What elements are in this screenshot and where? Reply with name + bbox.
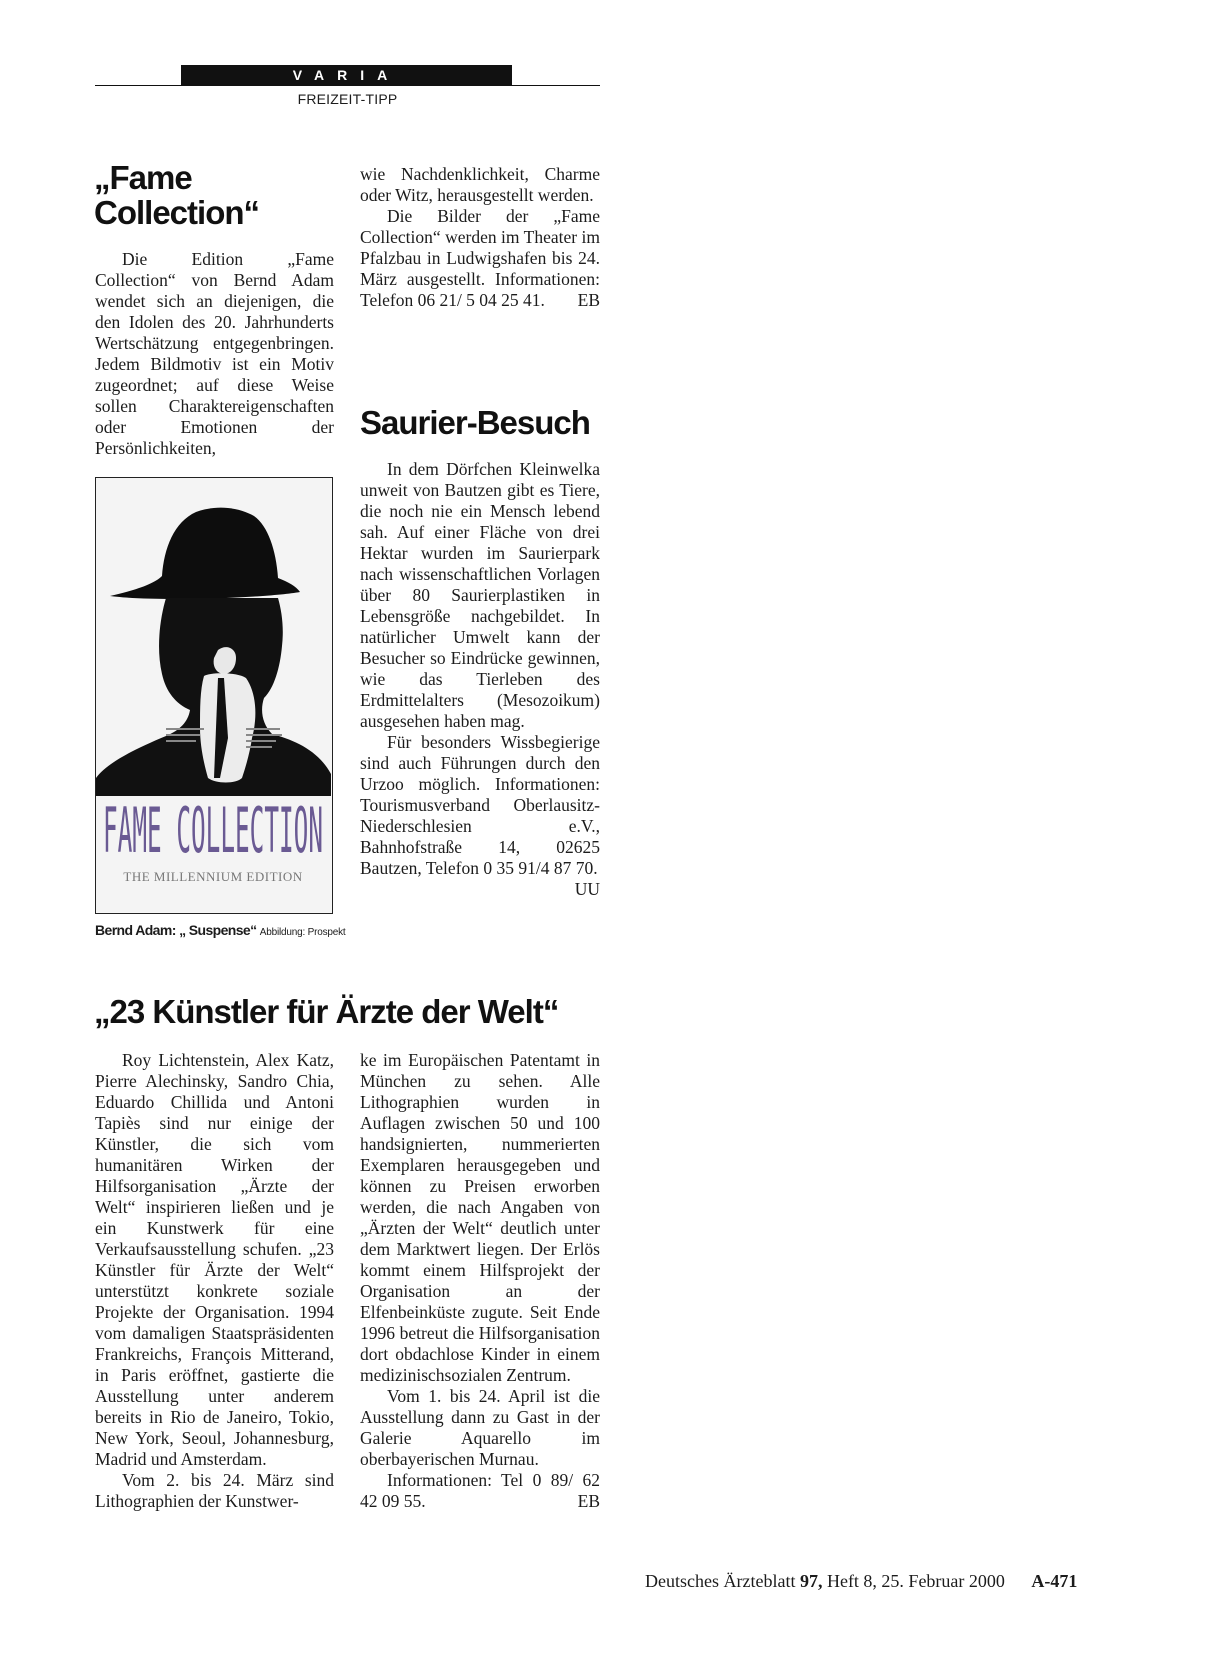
kuenstler-paragraph-4: [360, 1470, 600, 1512]
kuenstler-column-1: [95, 1050, 334, 1512]
kuenstler-paragraph-3: Vom 1. bis 24. April ist die Ausstellung dann zu Gast in der Galerie Aquarello im oberbayerischen Murnau.: [360, 1386, 600, 1469]
fame-paragraph-1: Die Edition „Fame Collection“ von Bernd Adam wendet sich an diejenigen, die den Idolen des 20. Jahrhunderts Wertschätzung entgegenbringen. Jedem Bildmotiv ist ein Motiv zugeordnet; auf diese Weise sollen Charaktereigenschaften oder Emotionen der Persönlichkeiten,: [95, 249, 334, 458]
saurier-column: [360, 459, 600, 900]
footer-journal: Deutsches Ärzteblatt: [645, 1571, 796, 1591]
poster-logo: FAME COLLECTION: [103, 794, 323, 867]
fame-paragraph-2: [360, 206, 600, 311]
kuenstler-paragraph-2-continued: ke im Europäischen Patentamt in München zu sehen. Alle Lithographien wurden in Auflagen zwischen 50 und 100 handsignierten, nummerierten Exemplaren herausgegeben und können zu Preisen erworben werden, die nach Angaben von „Ärzten der Welt“ deutlich unter dem Marktwert liegen. Der Erlös kommt einem Hilfsprojekt der Organisation an der Elfenbeinküste zugute. Seit Ende 1996 betreut die Hilfsorganisation dort obdachlose Kinder in einem medizinischsozialen Zentrum.: [360, 1050, 600, 1385]
poster-caption: [95, 922, 346, 938]
saurier-paragraph-2: [360, 732, 600, 899]
fame-collection-poster: [95, 477, 333, 914]
poster-credit: Abbildung: Prospekt: [259, 927, 346, 938]
fame-column-1: [95, 249, 334, 459]
fame-signature: EB: [577, 290, 600, 310]
saurier-signature: UU: [574, 879, 600, 899]
fame-paragraph-1-continued: wie Nachdenklichkeit, Charme oder Witz, herausgestellt werden.: [360, 164, 600, 205]
fame-headline: „Fame Collection“: [94, 159, 260, 231]
kuenstler-paragraph-2: Vom 2. bis 24. März sind Lithographien der Kunstwer-: [95, 1470, 334, 1511]
saurier-paragraph-2-text: Für besonders Wissbegierige sind auch Führungen durch den Urzoo möglich. Informationen: Tourismusverband Oberlausitz-Niederschlesien e.V., Bahnhofstraße 14, 02625 Bautzen, Telefon 0 35 91/4 87 70.: [360, 732, 600, 878]
footer-volume: 97,: [799, 1571, 823, 1591]
saurier-headline: Saurier-Besuch: [360, 404, 590, 441]
kuenstler-paragraph-1: Roy Lichtenstein, Alex Katz, Pierre Alechinsky, Sandro Chia, Eduardo Chillida und Antoni Tapiès sind nur einige der Künstler, die sich vom humanitären Wirken der Hilfsorganisation „Ärzte der Welt“ inspirieren ließen und je ein Kunstwerk für eine Verkaufsausstellung schufen. „23 Künstler für Ärzte der Welt“ unterstützt konkrete soziale Projekte der Organisation. 1994 vom damaligen Staatspräsidenten Frankreichs, François Mitterand, in Paris eröffnet, gastierte die Ausstellung unter anderem bereits in Rio de Janeiro, Tokio, New York, Seoul, Johannesburg, Madrid und Amsterdam.: [95, 1050, 334, 1469]
footer-issue: Heft 8, 25. Februar 2000: [826, 1571, 1005, 1591]
page-footer: [645, 1571, 1135, 1592]
section-subheading: FREIZEIT-TIPP: [297, 91, 398, 107]
fame-column-2: [360, 164, 600, 311]
footer-page-number: A-471: [1031, 1571, 1078, 1591]
kuenstler-column-2: [360, 1050, 600, 1512]
kuenstler-paragraph-4-text: Informationen: Tel 0 89/ 62 42 09 55.: [360, 1470, 600, 1511]
saurier-paragraph-1: In dem Dörfchen Kleinwelka unweit von Bautzen gibt es Tiere, die noch nie ein Mensch lebend sah. Auf einer Fläche von drei Hektar wurden im Saurierpark nach wissenschaftlichen Vorlagen über 80 Saurierplastiken in Lebensgröße nachgebildet. In natürlicher Umwelt kann der Besucher so Eindrücke gewinnen, wie das Tierleben des Erdmittelalters (Mesozoikum) ausgesehen haben mag.: [360, 459, 600, 731]
kuenstler-signature: EB: [577, 1491, 600, 1511]
fame-paragraph-2-text: Die Bilder der „Fame Collection“ werden im Theater im Pfalzbau in Ludwigshafen bis 24. März ausgestellt. Informationen: Telefon 06 21/ 5 04 25 41.: [360, 206, 600, 310]
poster-caption-title: Bernd Adam: „ Suspense“: [95, 922, 257, 938]
poster-edition: THE MILLENNIUM EDITION: [123, 869, 303, 884]
header-rule: [95, 85, 600, 86]
section-header-bar: VARIA: [181, 65, 512, 86]
kuenstler-headline: „23 Künstler für Ärzte der Welt“: [94, 993, 559, 1030]
poster-artwork: [96, 478, 331, 912]
